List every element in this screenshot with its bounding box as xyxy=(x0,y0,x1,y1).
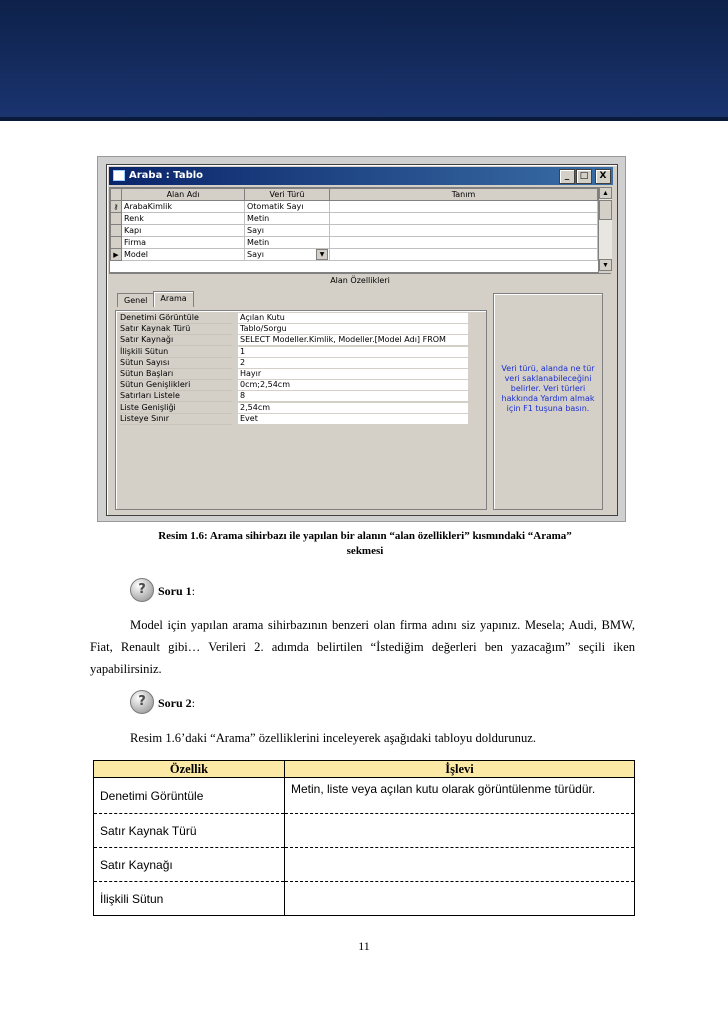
property-row[interactable] xyxy=(120,403,476,414)
scroll-down-icon[interactable]: ▼ xyxy=(599,259,612,271)
function-cell[interactable] xyxy=(285,848,635,882)
property-label: Denetimi Görüntüle xyxy=(120,313,232,324)
maximize-button[interactable]: □ xyxy=(576,169,592,184)
lookup-properties-panel xyxy=(115,310,487,510)
table-header-property: Özellik xyxy=(94,761,285,778)
dropdown-arrow-icon[interactable]: ▼ xyxy=(316,249,328,260)
property-value[interactable]: Açılan Kutu xyxy=(238,313,468,323)
grid-header-data-type[interactable]: Veri Türü xyxy=(245,189,330,201)
property-row[interactable] xyxy=(120,414,476,425)
grid-row-current[interactable] xyxy=(111,249,598,261)
property-row[interactable] xyxy=(120,347,476,358)
field-name-cell[interactable]: Model xyxy=(122,249,245,261)
row-selector[interactable] xyxy=(111,237,122,249)
table-icon xyxy=(113,170,125,181)
question-2-colon: : xyxy=(191,696,196,710)
grid-corner xyxy=(111,189,122,201)
caption-line-1: Resim 1.6: Arama sihirbazı ile yapılan bir alanın “alan özellikleri” kısmındaki “Arama” xyxy=(158,530,572,542)
caption-line-2: sekmesi xyxy=(346,545,384,557)
table-header-function: İşlevi xyxy=(285,761,635,778)
question-2-title: Soru 2 xyxy=(158,696,192,710)
tab-genel[interactable]: Genel xyxy=(117,293,154,307)
scroll-thumb[interactable] xyxy=(599,200,612,220)
property-value[interactable]: 2 xyxy=(238,358,468,368)
field-name-cell[interactable]: Kapı xyxy=(122,225,245,237)
property-label: Satırları Listele xyxy=(120,391,232,402)
property-row[interactable] xyxy=(120,335,476,346)
data-type-cell[interactable]: Sayı xyxy=(245,225,330,237)
table-row xyxy=(94,848,635,882)
property-cell: Satır Kaynağı xyxy=(94,848,285,882)
function-cell[interactable]: Metin, liste veya açılan kutu olarak görüntülenme türüdür. xyxy=(285,778,635,814)
property-label: Sütun Başları xyxy=(120,369,232,380)
table-row xyxy=(94,814,635,848)
question-1-title: Soru 1 xyxy=(158,584,192,598)
grid-scrollbar[interactable] xyxy=(598,187,612,271)
function-cell[interactable] xyxy=(285,814,635,848)
grid-row[interactable] xyxy=(111,201,598,213)
field-properties-title: Alan Özellikleri xyxy=(109,273,611,287)
question-2-heading xyxy=(158,696,195,711)
row-selector[interactable] xyxy=(111,213,122,225)
property-row[interactable] xyxy=(120,369,476,380)
property-value[interactable]: Evet xyxy=(238,414,468,424)
table-row xyxy=(94,882,635,916)
grid-header-field-name[interactable]: Alan Adı xyxy=(122,189,245,201)
header-banner xyxy=(0,0,728,117)
property-label: Satır Kaynağı xyxy=(120,335,232,346)
question-1-heading xyxy=(158,584,195,599)
table-row xyxy=(94,778,635,814)
access-table-window xyxy=(106,164,618,516)
description-cell[interactable] xyxy=(330,225,598,237)
function-cell[interactable] xyxy=(285,882,635,916)
window-title: Araba : Tablo xyxy=(129,170,204,181)
property-label: Satır Kaynak Türü xyxy=(120,324,232,335)
description-cell[interactable] xyxy=(330,201,598,213)
properties-tabs xyxy=(117,293,193,309)
description-cell[interactable] xyxy=(330,249,598,261)
data-type-value: Sayı xyxy=(247,250,264,259)
property-value[interactable]: 1 xyxy=(238,347,468,357)
property-row[interactable] xyxy=(120,313,476,324)
help-text: Veri türü, alanda ne tür veri saklanabileceğini belirler. Veri türleri hakkında Yardım almak için F1 tuşuna basın. xyxy=(501,364,595,413)
figure-caption xyxy=(100,529,630,559)
data-type-cell[interactable]: Metin xyxy=(245,237,330,249)
question-icon: ? xyxy=(130,690,154,714)
window-titlebar[interactable] xyxy=(109,167,613,185)
page-number: 11 xyxy=(358,939,370,953)
close-button[interactable]: X xyxy=(595,169,611,184)
grid-row[interactable] xyxy=(111,225,598,237)
property-cell: Denetimi Görüntüle xyxy=(94,778,285,814)
property-value[interactable]: 8 xyxy=(238,391,468,401)
tab-arama[interactable]: Arama xyxy=(153,291,193,307)
grid-header-description[interactable]: Tanım xyxy=(330,189,598,201)
property-row[interactable] xyxy=(120,358,476,369)
header-banner-rule xyxy=(0,117,728,121)
help-box xyxy=(493,293,603,510)
grid-row[interactable] xyxy=(111,213,598,225)
question-1-text xyxy=(90,614,635,680)
question-1-colon: : xyxy=(191,584,196,598)
field-name-cell[interactable]: Renk xyxy=(122,213,245,225)
current-row-icon: ▶ xyxy=(111,249,122,261)
property-value[interactable]: 0cm;2,54cm xyxy=(238,380,468,390)
property-label: İlişkili Sütun xyxy=(120,347,232,358)
property-label: Liste Genişliği xyxy=(120,403,232,414)
property-row[interactable] xyxy=(120,380,476,391)
property-label: Sütun Sayısı xyxy=(120,358,232,369)
row-selector[interactable] xyxy=(111,225,122,237)
property-value[interactable]: Hayır xyxy=(238,369,468,379)
field-name-cell[interactable]: ArabaKimlik xyxy=(122,201,245,213)
property-row[interactable] xyxy=(120,391,476,402)
grid-row[interactable] xyxy=(111,237,598,249)
description-cell[interactable] xyxy=(330,237,598,249)
property-cell: İlişkili Sütun xyxy=(94,882,285,916)
field-grid xyxy=(109,187,599,273)
property-cell: Satır Kaynak Türü xyxy=(94,814,285,848)
property-value[interactable]: Tablo/Sorgu xyxy=(238,324,468,334)
question-1-body: Model için yapılan arama sihirbazının benzeri olan firma adını siz yapınız. Mesela; Audi, BMW, Fiat, Renault gibi… Verileri 2. adımda belirtilen “İstediğim değerleri ben yazacağım” seçili iken yapabilirsiniz. xyxy=(90,618,635,676)
minimize-button[interactable]: _ xyxy=(559,169,575,184)
property-row[interactable] xyxy=(120,324,476,335)
question-2-body: Resim 1.6’daki “Arama” özelliklerini inceleyerek aşağıdaki tabloyu doldurunuz. xyxy=(130,731,537,745)
data-type-cell[interactable] xyxy=(245,249,330,261)
property-value[interactable]: 2,54cm xyxy=(238,403,468,413)
data-type-cell[interactable]: Otomatik Sayı xyxy=(245,201,330,213)
property-value[interactable]: SELECT Modeller.Kimlik, Modeller.[Model Adı] FROM xyxy=(238,335,468,345)
property-label: Sütun Genişlikleri xyxy=(120,380,232,391)
field-name-cell[interactable]: Firma xyxy=(122,237,245,249)
description-cell[interactable] xyxy=(330,213,598,225)
question-icon: ? xyxy=(130,578,154,602)
primary-key-icon: ⚷ xyxy=(111,201,122,213)
scroll-up-icon[interactable]: ▲ xyxy=(599,187,612,199)
property-label: Listeye Sınır xyxy=(120,414,232,425)
question-2-text xyxy=(90,727,635,749)
data-type-cell[interactable]: Metin xyxy=(245,213,330,225)
answer-table xyxy=(93,760,635,916)
